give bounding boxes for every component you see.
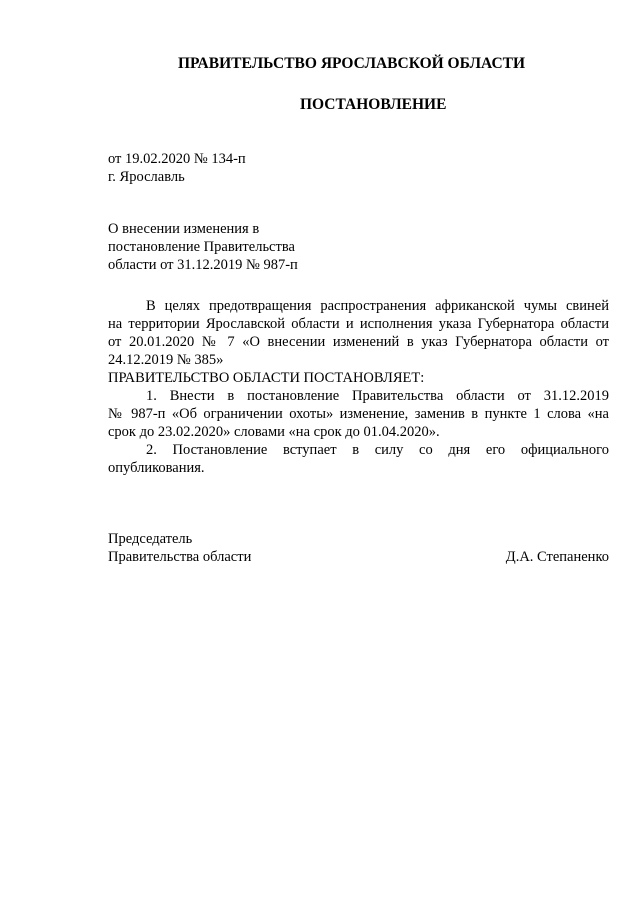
signature-block: [108, 530, 609, 566]
document-date-number: от 19.02.2020 № 134-п: [108, 151, 246, 167]
document-heading-type: ПОСТАНОВЛЕНИЕ: [300, 96, 447, 113]
document-city: г. Ярославль: [108, 169, 185, 185]
item-1-line: срок до 23.02.2020» словами «на срок до 01.04.2020».: [108, 424, 440, 440]
document-heading-organization: ПРАВИТЕЛЬСТВО ЯРОСЛАВСКОЙ ОБЛАСТИ: [178, 55, 526, 72]
item-1-line: № 987-п «Об ограничении охоты» изменение, заменив в пункте 1 слова «на: [108, 406, 609, 422]
item-2-line: опубликования.: [108, 460, 205, 476]
resolves-line: ПРАВИТЕЛЬСТВО ОБЛАСТИ ПОСТАНОВЛЯЕТ:: [108, 370, 425, 386]
subject-line: О внесении изменения в: [108, 221, 260, 237]
signer-name: Д.А. Степаненко: [505, 549, 609, 565]
item-1-line: 1. Внести в постановление Правительства области от 31.12.2019: [146, 388, 609, 404]
document-body: [108, 297, 609, 477]
document-subject: [108, 220, 298, 274]
preamble-line: от 20.01.2020 № 7 «О внесении изменений в указ Губернатора области от: [108, 334, 609, 350]
signer-title-line-1: Председатель: [108, 531, 193, 547]
signer-title-line-2: Правительства области: [108, 549, 252, 565]
preamble-line: В целях предотвращения распространения африканской чумы свиней: [146, 298, 609, 314]
subject-line: области от 31.12.2019 № 987-п: [108, 257, 298, 273]
item-2-line: 2. Постановление вступает в силу со дня его официального: [146, 442, 609, 458]
preamble-line: 24.12.2019 № 385»: [108, 352, 224, 368]
subject-line: постановление Правительства: [108, 239, 295, 255]
preamble-line: на территории Ярославской области и исполнения указа Губернатора области: [108, 316, 609, 332]
